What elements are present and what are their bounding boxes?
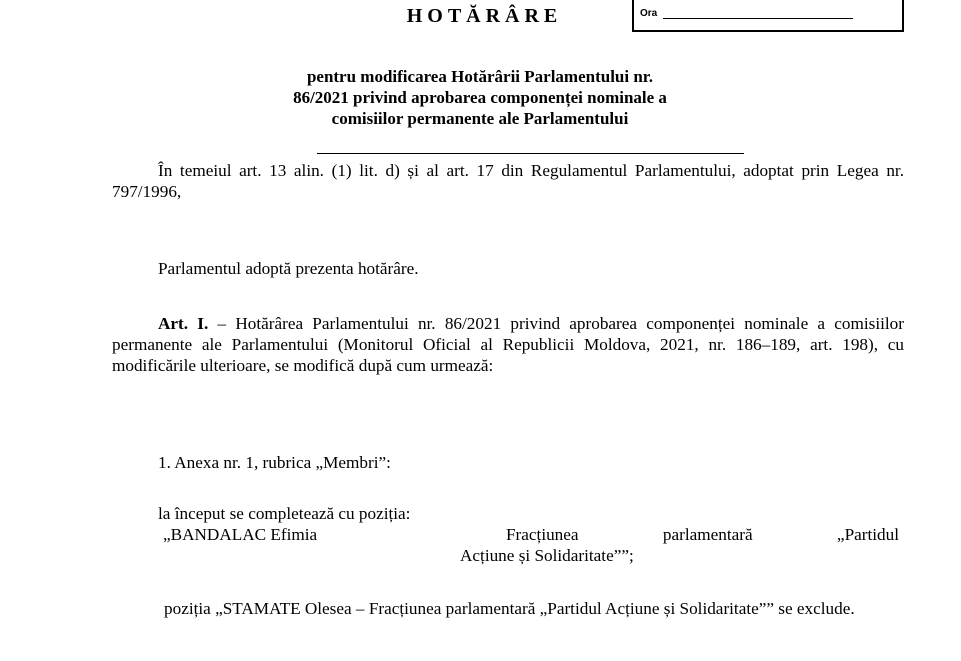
article-1-paragraph [112,313,904,376]
entry-fraction-line-1: Fracțiunea parlamentară „Partidul [506,525,899,544]
completion-intro: la început se completează cu poziția: [158,504,411,523]
document-subtitle [180,66,780,129]
subtitle-line-2: 86/2021 privind aprobarea componenței nominale a [293,88,667,107]
article-1-label: Art. I. [158,314,209,333]
document-title: HOTĂRÂRE [406,5,563,27]
point-1-paragraph: 1. Anexa nr. 1, rubrica „Membri”: [158,453,391,472]
subtitle-line-3: comisiilor permanente ale Parlamentului [331,109,629,128]
subtitle-line-1: pentru modificarea Hotărârii Parlamentului nr. [306,67,654,86]
stamp-time-label: Ora [640,8,658,19]
adoption-paragraph: Parlamentul adoptă prezenta hotărâre. [158,259,419,278]
exclusion-paragraph: poziția „STAMATE Olesea – Fracțiunea parlamentară „Partidul Acțiune și Solidaritate”” se exclude. [164,599,855,618]
entry-fraction-line-2: Acțiune și Solidaritate””; [460,546,634,565]
entry-member-name: „BANDALAC Efimia [163,525,318,544]
article-1-text: – Hotărârea Parlamentului nr. 86/2021 privind aprobarea componenței nominale a comisiilor permanente ale Parlamentului (Monitorul Oficial al Republicii Moldova, 2021, nr. 186–189, art. 198), cu modificările ulterioare, se modifică după cum urmează: [112,314,904,375]
subtitle-underline [317,153,744,154]
preamble-paragraph: În temeiul art. 13 alin. (1) lit. d) și al art. 17 din Regulamentul Parlamentului, adoptat prin Legea nr. 797/1996, [112,161,904,201]
